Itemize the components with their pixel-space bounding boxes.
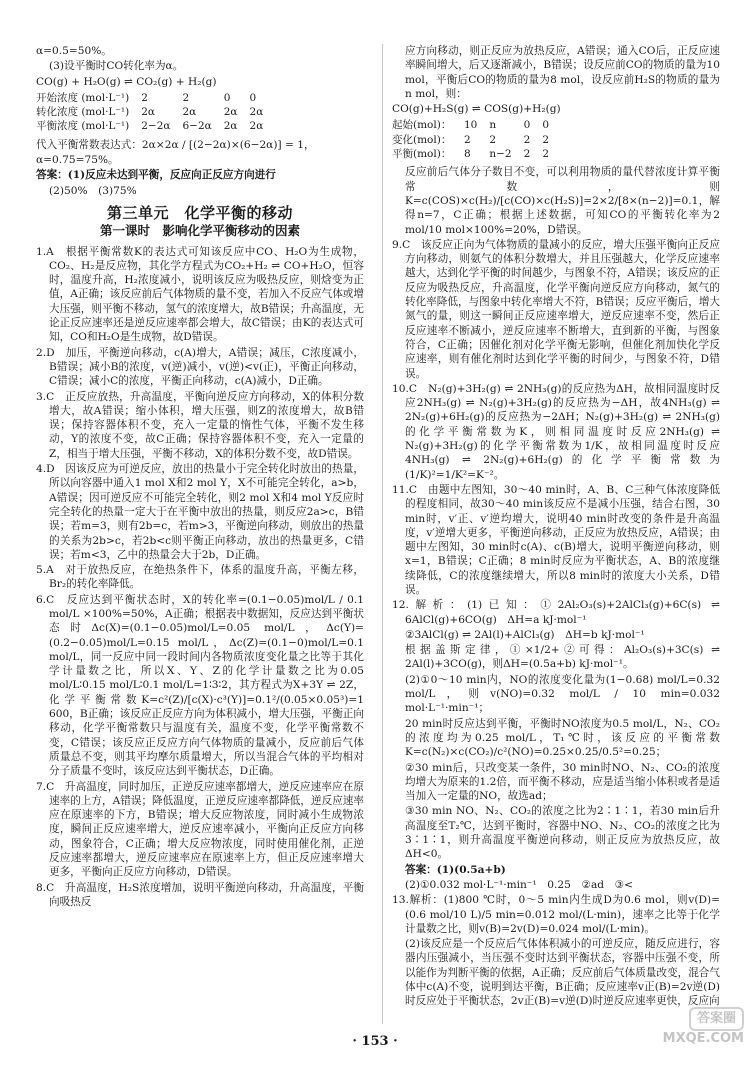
table-cell: 0 xyxy=(223,91,231,104)
table-cell: 2α xyxy=(141,106,156,119)
answer-item: 8.C 升高温度，H₂S浓度增加，说明平衡逆向移动，升高温度，平衡向吸热反 xyxy=(36,881,364,908)
right-column xyxy=(392,44,720,1010)
table-cell: 2 xyxy=(523,148,531,161)
table-cell: 2α xyxy=(223,120,238,133)
answer-item: 1.A 根据平衡常数K的表达式可知该反应中CO、H₂O为生成物，CO₂、H₂是反应物，其化学方程式为CO₂+H₂ ⇌ CO+H₂O，恒容时，温度升高，H₂浓度减小，说明该反应为吸热反应，则焓变为正值，A正确；该反应前后气体物质的量不变，若加入不反应气体或增大压强，则平衡不移动，氢气的浓度增大，故B错误；升高温度，无论正反应速率还是逆反应速率都会增大，故C错误；由K的表达式可知，CO和H₂O是生成物，故D错误。 xyxy=(36,245,365,344)
table-cell: 2α xyxy=(223,106,238,119)
answer-item: 4.D 因该反应为可逆反应，放出的热量小于完全转化时放出的热量，所以向容器中通入1 mol X和2 mol Y，X不可能完全转化，a>b，A错误；因可逆反应不可能完全转化，则2 mol X和4 mol Y反应时完全转化的热量一定大于在平衡中放出的热量，则反应2a>c，B错误；若m=3，则有2b=c，若m>3，平衡逆向移动，则放出的热量的关系为2b>c，若2b<c则平衡正向移动，放出的热量更多，C错误；若m<3，乙中的热量会大于2b，D正确。 xyxy=(36,463,364,561)
table-row xyxy=(392,133,555,147)
ice-table xyxy=(36,91,269,134)
table-cell: 2−2α xyxy=(141,120,171,133)
row-label: 变化(mol)： xyxy=(392,133,452,146)
table-cell: 8 xyxy=(464,148,471,161)
unit-title: 第三单元 化学平衡的移动 xyxy=(106,203,293,222)
watermark-url: MXQE.COM xyxy=(662,1031,744,1046)
answer-item: 2.D 加压，平衡逆向移动，c(A)增大，A错误；减压，C浓度减小，B错误；减小B的浓度，v(逆)减小，v(逆)<v(正)，平衡正向移动，C错误；减小C的浓度，平衡正向移动，c(A)减小，D正确。 xyxy=(36,346,364,388)
table-cell: 2 xyxy=(523,133,531,146)
reaction-equation: CO(g)+H₂S(g) ⇌ COS(g)+H₂(g) xyxy=(392,103,561,116)
text-line: ②3AlCl(g) ⇌ 2Al(l)+AlCl₃(g) ΔH=b kJ·mol⁻¹ xyxy=(405,628,645,641)
answer-line: 答案：(1)(0.5a+b) xyxy=(405,863,506,876)
text-line: 应方向移动，则正反应为放热反应，A错误；通入CO后，正反应速率瞬间增大，后又逐渐减小，B错误；设反应前CO的物质的量为10 mol，平衡后CO的物质的量为8 mol，设反应前H₂S的物质的量为n mol，则： xyxy=(405,45,720,100)
answer-item: 9.C 该反应正向为气体物质的量减小的反应，增大压强平衡向正反应方向移动，则氨气的体积分数增大，并且压强越大，化学反应速率越大，达到化学平衡的时间越少，与图象不符，A错误；该反应的正反应为吸热反应，升高温度，化学平衡向逆反应方向移动，氮气的转化率降低，与图象中转化率增大不符，B错误；反应平衡后，增大氮气的量，则这一瞬间正反应速率增大，逆反应速率不变，然后正反应速率不断减小，逆反应速率不断增大，直到新的平衡，与图象符合，C正确；因催化剂对化学平衡无影响，但催化剂加快化学反应速率，则有催化剂时达到化学平衡的时间少，与图象不符，D错误。 xyxy=(392,238,721,380)
text-line: (3)设平衡时CO转化率为α。 xyxy=(49,60,184,73)
table-cell: 2 xyxy=(141,91,148,104)
text-line: 20 min时反应达到平衡，平衡时NO浓度为0.5 mol/L，N₂、CO₂的浓度均为0.25 mol/L，T₁℃时，该反应的平衡常数K=c(N₂)×c(CO₂)/c²(NO)=0.25×0.25/0.5²=0.25； xyxy=(405,717,720,759)
answer-line: 答案：(1)反应未达到平衡，反应向正反应方向进行 xyxy=(36,169,276,182)
table-cell: 2 xyxy=(464,133,471,146)
answer-item: 6.C 反应达到平衡状态时，X的转化率=(0.1−0.05)mol/L / 0.1 mol/L ×100%=50%，A正确；根据表中数据知，反应达到平衡状态时Δc(X)=(0.1−0.05)mol/L=0.05 mol/L，Δc(Y)=(0.2−0.05)mol/L=0.15 mol/L，Δc(Z)=(0.1−0)mol/L=0.1 mol/L，同一反应中同一段时间内各物质浓度变化量之比等于其化学计量数之比，所以X、Y、Z的化学计量数之比为0.05 mol/L∶0.15 mol/L∶0.1 mol/L=1∶3∶2，其方程式为X+3Y ⇌ 2Z，化学平衡常数K=c²(Z)/[c(X)·c³(Y)]=0.1²/(0.05×0.05³)=1 600，B正确；该反应正反应方向为体积减小，增大压强，平衡正向移动，化学平衡常数只与温度有关，温度不变，化学平衡常数不变，C错误；该反应正反应方向气体物质的量减小，反应前后气体质量总不变，则其平均摩尔质量增大，所以当混合气体的平均相对分子质量不变时，该反应达到平衡状态，D正确。 xyxy=(36,593,364,778)
table-cell: n xyxy=(489,119,497,132)
answer-item: 12.解析：(1)已知：①2Al₂O₃(s)+2AlCl₃(g)+6C(s) ⇌ 6AlCl(g)+6CO(g) ΔH=a kJ·mol⁻¹ xyxy=(392,599,720,626)
answer-line: (2)50% (3)75% xyxy=(49,184,137,197)
answer-item: 10.C N₂(g)+3H₂(g) ⇌ 2NH₃(g)的反应热为ΔH，故相同温度时反应2NH₃(g) ⇌ N₂(g)+3H₂(g)的反应热为−ΔH，故4NH₃(g) ⇌ 2N₂(g)+6H₂(g)的反应热为−2ΔH；N₂(g)+3H₂(g) ⇌ 2NH₃(g)的化学平衡常数为K，则相同温度时反应2NH₃(g) ⇌ N₂(g)+3H₂(g)的化学平衡常数为1/K，故相同温度时反应4NH₃(g) ⇌ 2N₂(g)+6H₂(g)的化学平衡常数为(1/K)²=1/K²=K⁻²。 xyxy=(392,382,720,481)
lesson-title: 第一课时 影响化学平衡移动的因素 xyxy=(99,223,300,239)
table-cell: 2α xyxy=(249,106,264,119)
answer-item: 3.C 正反应放热，升高温度，平衡向逆反应方向移动，X的体积分数增大，故A错误；缩小体积，增大压强，则Z的浓度增大，故B错误；保持容器体积不变，充入一定量的惰性气体，平衡不发生移动，Y的浓度不变，故C正确；保持容器体积不变，充入一定量的Z，相当于增大压强，平衡不移动，X的体积分数不变，故D错误。 xyxy=(36,390,364,460)
text-line: 根据盖斯定律，①×1/2+②可得：Al₂O₃(s)+3C(s) ⇌ 2Al(l)+3CO(g)，则ΔH=(0.5a+b) kJ·mol⁻¹。 xyxy=(405,644,720,671)
text-line: α=0.5=50%。 xyxy=(36,45,112,57)
table-cell: 10 xyxy=(464,119,478,132)
table-cell: 0 xyxy=(542,119,549,132)
answer-item: 13.解析：(1)800 ℃时，0～5 min内生成D为0.6 mol，则v(D)=(0.6 mol/10 L)/5 min=0.012 mol/(L·min)，速率之比等于化学计量数之比，则v(B)=2v(D)=0.024 mol/(L·min)。 xyxy=(392,894,720,935)
row-label: 开始浓度 (mol·L⁻¹) xyxy=(36,91,130,104)
answer-item: 5.A 对于放热反应，在绝热条件下，体系的温度升高，平衡左移，Br₂的转化率降低。 xyxy=(36,564,364,591)
text-line: (2)该反应是一个反应后气体体积减小的可逆反应，随反应进行，容器内压强减小，当压强不变时达到平衡状态，容器中压强不变，所以能作为判断平衡的依据，A正确；反应前后气体质量改变，混合气体中c(A)不变，说明到达平衡，B正确；反应速率v正(B)=2v逆(D)时反应处于平衡状态，2v正(B)=v逆(D)时逆反应速率更快，反应向 xyxy=(405,938,720,1008)
table-cell: 2 xyxy=(489,133,497,146)
answer-item: 11.C 由题中左图知，30～40 min时，A、B、C三种气体浓度降低的程度相同，故30～40 min该反应不是减小压强，结合右图，30 min时，v′正、v′逆均增大，说明40 min时改变的条件是升高温度，v′逆增大更多，平衡逆向移动，正反应为放热反应，A错误；由题中左图知，30 min时c(A)、c(B)增大，说明平衡逆向移动，则x=1，B错误；C正确；8 min时反应为平衡状态，A、B的浓度继续降低，C的浓度继续增大，所以8 min时的浓度大小关系，D错误。 xyxy=(392,483,720,596)
text-line: α=0.75=75%。 xyxy=(36,154,119,167)
row-label: 起始(mol)： xyxy=(392,119,452,132)
table-cell: 2α xyxy=(182,106,197,119)
table-cell: 2 xyxy=(542,148,549,161)
table-cell: n−2 xyxy=(489,148,512,161)
table-cell: 2 xyxy=(182,91,190,104)
row-label: 平衡浓度 (mol·L⁻¹) xyxy=(36,120,130,133)
table-row xyxy=(36,105,269,119)
answer-line: (2)①0.032 mol·L⁻¹·min⁻¹ 0.25 ②ad ③< xyxy=(405,878,634,891)
table-row xyxy=(392,118,555,132)
ice-table xyxy=(392,118,555,161)
table-cell: 0 xyxy=(523,119,531,132)
text-line: ③30 min NO、N₂、CO₂的浓度之比为2∶1∶1，若30 min后升高温度至T₂℃，达到平衡时，容器中NO、N₂、CO₂的浓度之比为3∶1∶1，则升高温度平衡逆向移动，则正反应为放热反应，故ΔH<0。 xyxy=(405,805,720,861)
row-label: 转化浓度 (mol·L⁻¹) xyxy=(36,106,130,119)
column-divider xyxy=(382,44,383,1024)
table-cell: 2α xyxy=(249,120,264,133)
text-line: ②30 min后，只改变某一条件，30 min时NO、N₂、CO₂的浓度均增大为原来的1.2倍，而平衡不移动，应是适当缩小体积或者是适当加入一定量的NO，故选ad； xyxy=(405,761,720,803)
answer-item: 7.C 升高温度，同时加压，正逆反应速率都增大，逆反应速率应在原速率的上方，A错误；降低温度，正逆反应速率都降低，逆反应速率应在原速率的下方，B错误；增大反应物浓度，同时减小生成物浓度，瞬间正反应速率增大，逆反应速率减小，平衡向正反应方向移动，图象符合，C正确；增大反应物浓度，同时使用催化剂，正逆反应速率都增大，逆反应速率应在原速率上方，但正反应速率增大更多，平衡向正反应方向移动，D错误。 xyxy=(36,780,364,879)
row-label: 平衡(mol)： xyxy=(392,148,452,161)
table-cell: 6−2α xyxy=(182,120,212,133)
table-row xyxy=(36,91,269,105)
table-cell: 0 xyxy=(249,91,257,104)
table-cell: 2 xyxy=(542,133,549,146)
left-column xyxy=(36,44,364,910)
page-number: · 153 · xyxy=(352,1034,398,1049)
table-row xyxy=(392,147,555,161)
watermark-logo: 答案圈 xyxy=(689,1007,744,1031)
table-row xyxy=(36,119,269,133)
text-line: 代入平衡常数表达式：2α×2α / [(2−2α)×(6−2α)] = 1， xyxy=(36,138,315,151)
text-line: (2)①0～10 min内，NO的浓度变化量为(1−0.68) mol/L=0.32 mol/L，则v(NO)=0.32 mol/L / 10 min=0.032 mol·L⁻¹·min⁻¹； xyxy=(405,673,720,715)
text-line: 反应前后气体分子数目不变，可以利用物质的量代替浓度计算平衡常数，则K=c(COS)×c(H₂)/[c(CO)×c(H₂S)]=2×2/[8×(n−2)]=0.1，解得n=7，C正确；根据上述数据，可知CO的平衡转化率为2 mol/10 mol×100%=20%，D错误。 xyxy=(405,166,720,236)
site-watermark xyxy=(614,1007,744,1063)
reaction-equation: CO(g) + H₂O(g) ⇌ CO₂(g) + H₂(g) xyxy=(36,75,217,88)
